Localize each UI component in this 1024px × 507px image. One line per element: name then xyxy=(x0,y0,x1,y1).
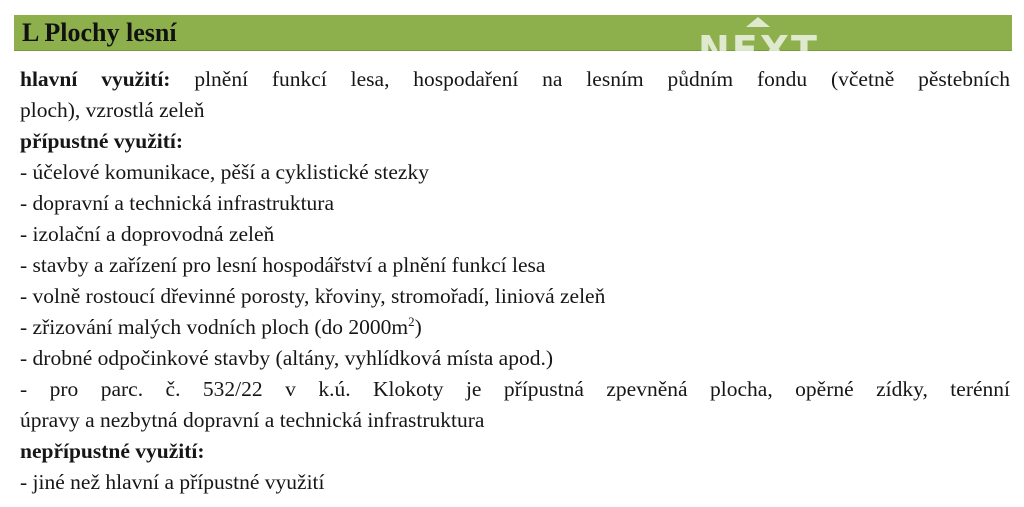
permitted-item-water-text: - zřizování malých vodních ploch (do 2000m xyxy=(20,315,409,339)
permitted-use-label: přípustné využití: xyxy=(20,129,184,153)
superscript-two: 2 xyxy=(408,313,415,329)
watermark-logo: NEXT xyxy=(698,28,819,72)
prohibited-use-label: nepřípustné využití: xyxy=(20,439,205,463)
main-use-label: hlavní využití: xyxy=(20,67,171,91)
section-header-bar xyxy=(14,15,1012,51)
main-use-line-2: ploch), vzrostlá zeleň xyxy=(20,98,205,122)
permitted-item: - dopravní a technická infrastruktura xyxy=(20,191,335,215)
prohibited-item: - jiné než hlavní a přípustné využití xyxy=(20,470,325,494)
closing-paren: ) xyxy=(414,315,422,339)
watermark-logo-icon xyxy=(746,17,770,27)
permitted-item: - volně rostoucí dřevinné porosty, křoviny, stromořadí, liniová zeleň xyxy=(20,284,606,308)
permitted-item: - stavby a zařízení pro lesní hospodářství a plnění funkcí lesa xyxy=(20,253,546,277)
main-use-text-1: plnění funkcí lesa, hospodaření na lesním půdním fondu (včetně pěstebních xyxy=(194,67,1011,91)
permitted-item: - pro parc. č. 532/22 v k.ú. Klokoty je přípustná zpevněná plocha, opěrné zídky, terénní xyxy=(20,377,1010,401)
document-body xyxy=(20,64,1010,498)
permitted-item: - izolační a doprovodná zeleň xyxy=(20,222,275,246)
section-title: L Plochy lesní xyxy=(22,18,177,47)
main-use-line-1 xyxy=(20,64,1010,95)
permitted-item: - drobné odpočinkové stavby (altány, vyhlídková místa apod.) xyxy=(20,346,553,370)
permitted-item-water xyxy=(20,312,1010,343)
permitted-item: - účelové komunikace, pěší a cyklistické stezky xyxy=(20,160,429,184)
permitted-item-continuation: úpravy a nezbytná dopravní a technická infrastruktura xyxy=(20,408,485,432)
